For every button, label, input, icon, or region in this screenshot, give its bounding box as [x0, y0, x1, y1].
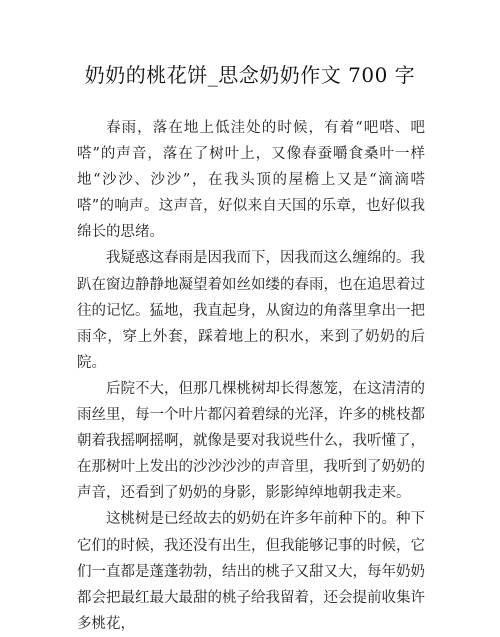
document-title: 奶奶的桃花饼_思念奶奶作文 700 字 [84, 63, 416, 87]
paragraph: 后院不大，但那几棵桃树却长得葱笼，在这清清的雨丝里，每一个叶片都闪着碧绿的光泽，许多的桃枝都朝着我摇啊摇啊，就像是要对我说些什么，我听懂了，在那树叶上发出的沙沙沙沙的声音里，我听到了奶奶的声音，还看到了奶奶的身影，影影绰绰地朝我走来。 [77, 380, 425, 502]
paragraph: 我疑惑这春雨是因我而下，因我而这么缠绵的。我趴在窗边静静地凝望着如丝如缕的春雨，也在追思着过往的记忆。猛地，我直起身，从窗边的角落里拿出一把雨伞，穿上外套，踩着地上的积水，来到了奶奶的后院。 [77, 250, 425, 371]
paragraph: 这桃树是已经故去的奶奶在许多年前种下的。种下它们的时候，我还没有出生，但我能够记事的时候，它们一直都是蓬蓬勃勃，结出的桃子又甜又大，每年奶奶都会把最红最大最甜的桃子给我留着，还会提前收集许多桃花， [77, 511, 425, 632]
document-body [77, 115, 425, 637]
paragraph: 春雨，落在地上低洼处的时候，有着“吧嗒、吧嗒”的声音，落在了树叶上，又像春蚕嚼食桑叶一样地“沙沙、沙沙”，在我头顶的屋檐上又是“滴滴嗒嗒”的响声。这声音，好似来自天国的乐章，也好似我绵长的思绪。 [77, 120, 425, 241]
